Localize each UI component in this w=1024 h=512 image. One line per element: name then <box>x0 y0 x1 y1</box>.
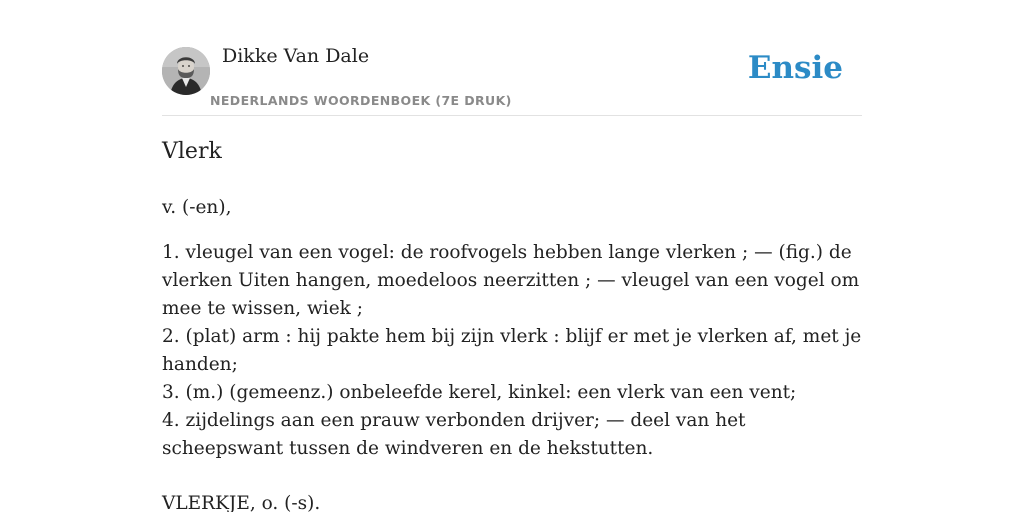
page <box>162 0 862 512</box>
brand-logo[interactable]: Ensie <box>747 50 843 86</box>
sense-2: 2. (plat) arm : hij pakte hem bij zijn vlerk : blijf er met je vlerken af, met je handen; <box>162 326 862 375</box>
author-name[interactable]: Dikke Van Dale <box>222 45 370 67</box>
entry-grammar: v. (-en), <box>162 197 232 218</box>
entry-headword: Vlerk <box>162 139 222 164</box>
sense-1: 1. vleugel van een vogel: de roofvogels hebben lange vlerken ; — (fig.) de vlerken Uiten hangen, moedeloos neerzitten ; — vleugel van een vogel om mee te wissen, wiek ; <box>162 242 860 319</box>
entry-subentry: VLERKJE, o. (-s). <box>162 493 321 512</box>
header <box>162 0 862 116</box>
sense-4: 4. zijdelings aan een prauw verbonden drijver; — deel van het scheepswant tussen de windveren en de hekstutten. <box>162 410 746 459</box>
sense-3: 3. (m.) (gemeenz.) onbeleefde kerel, kinkel: een vlerk van een vent; <box>162 382 797 403</box>
author-portrait-icon <box>162 47 210 95</box>
entry-definitions <box>162 239 862 463</box>
source-name[interactable]: NEDERLANDS WOORDENBOEK (7E DRUK) <box>210 93 512 108</box>
author-avatar[interactable] <box>162 47 210 95</box>
